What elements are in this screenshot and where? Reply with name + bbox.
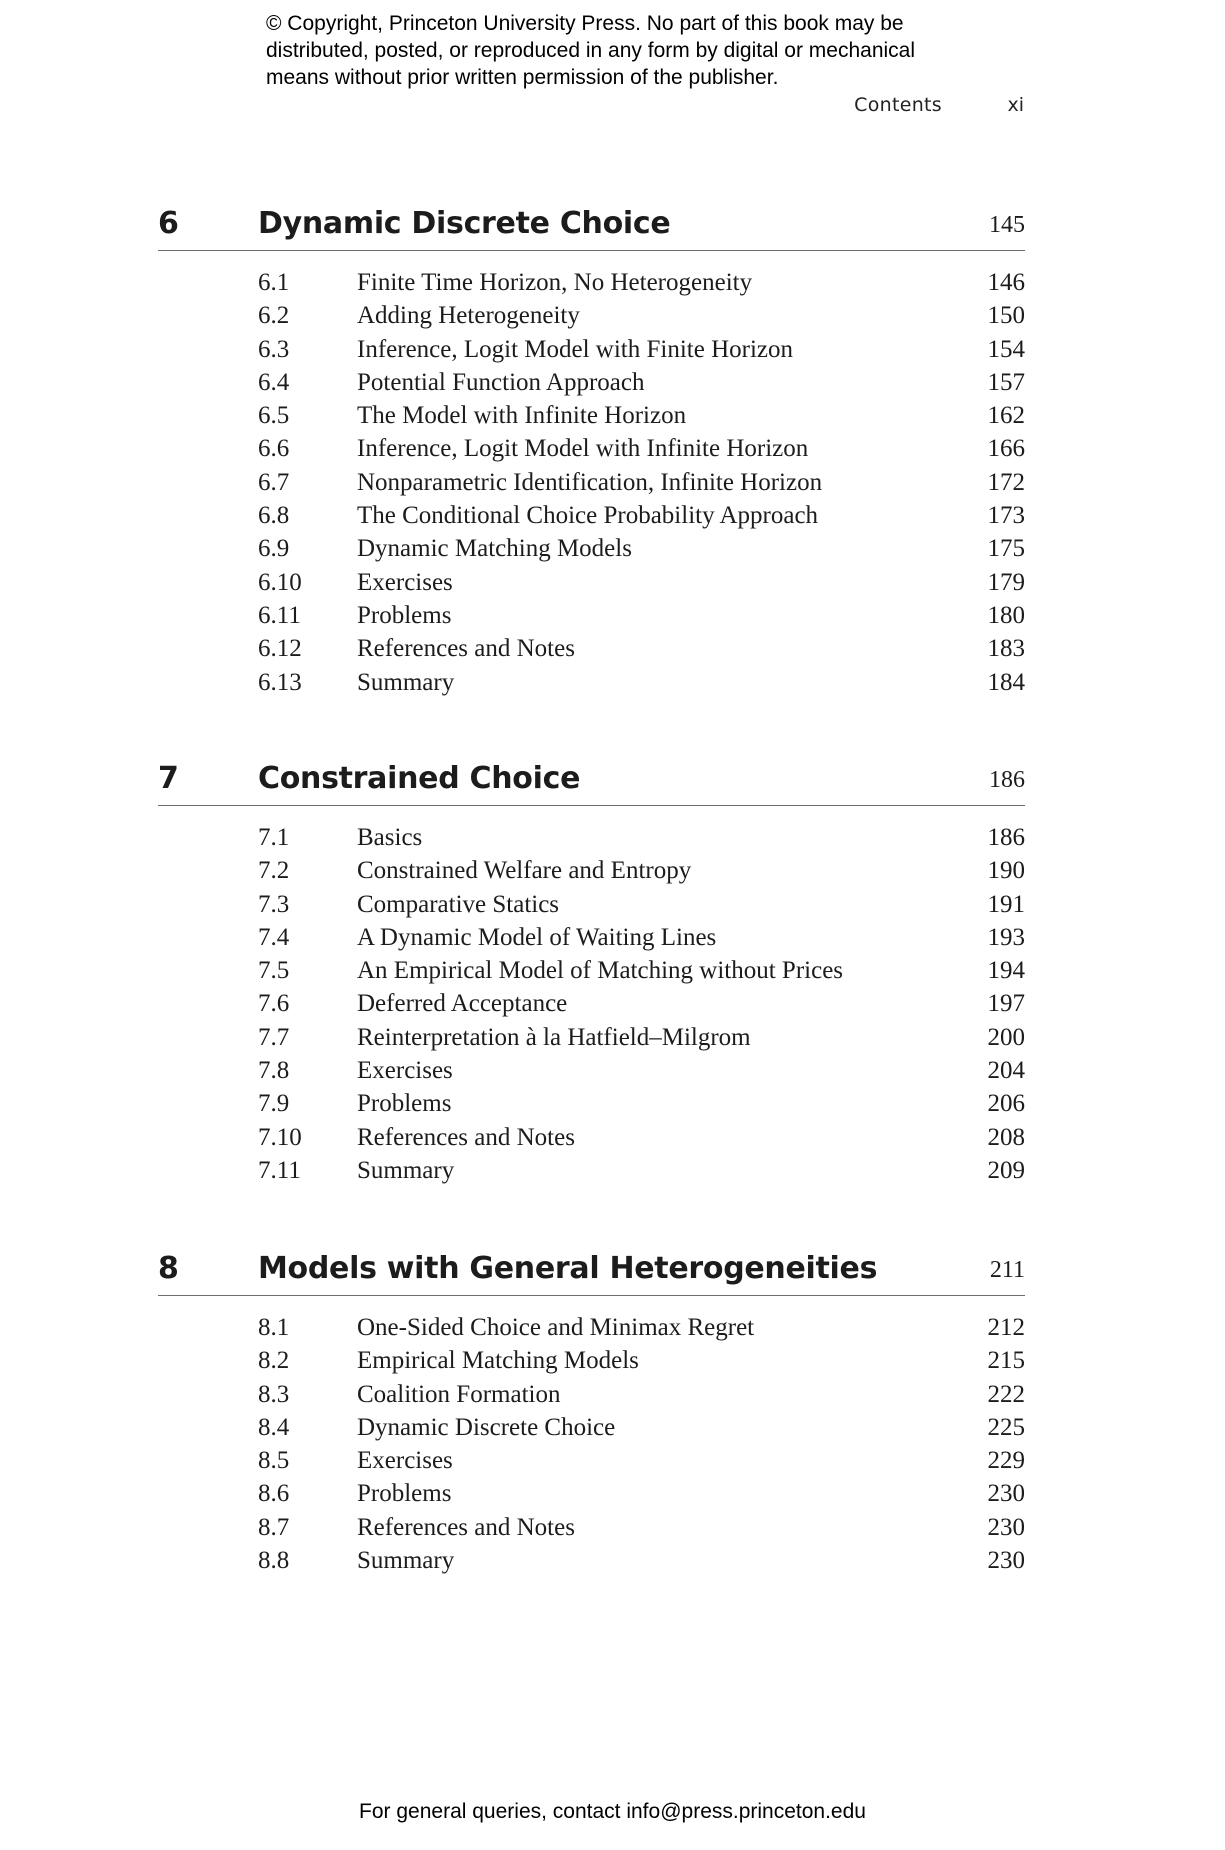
section-title: Adding Heterogeneity	[357, 302, 580, 330]
section-number: 6.11	[258, 601, 301, 629]
toc-entry[interactable]	[158, 990, 1025, 1023]
section-page: 204	[987, 1057, 1025, 1085]
section-number: 8.4	[258, 1413, 290, 1441]
section-page: 190	[987, 857, 1025, 885]
section-page: 194	[987, 957, 1025, 985]
section-title: Comparative Statics	[357, 890, 560, 918]
section-title: Dynamic Discrete Choice	[357, 1413, 616, 1441]
section-page: 146	[987, 269, 1025, 296]
section-number: 8.6	[258, 1480, 290, 1508]
section-list	[158, 1314, 1025, 1580]
toc-entry[interactable]	[158, 1414, 1025, 1447]
section-number: 6.1	[258, 269, 290, 296]
section-title: Nonparametric Identification, Infinite Horizon	[357, 468, 823, 496]
section-title: Inference, Logit Model with Finite Horizon	[357, 335, 793, 363]
toc-entry[interactable]	[158, 1547, 1025, 1580]
toc-entry[interactable]	[158, 1514, 1025, 1547]
section-number: 7.2	[258, 857, 290, 885]
section-title: Reinterpretation à la Hatfield–Milgrom	[357, 1023, 751, 1051]
section-title: Inference, Logit Model with Infinite Horizon	[357, 435, 809, 463]
section-page: 180	[987, 601, 1025, 629]
toc-entry[interactable]	[158, 1447, 1025, 1480]
section-page: 209	[987, 1156, 1025, 1184]
section-page: 154	[987, 335, 1025, 363]
section-page: 166	[987, 435, 1025, 463]
chapter-page: 211	[989, 1257, 1025, 1283]
section-title: The Conditional Choice Probability Approach	[357, 502, 819, 530]
section-page: 186	[987, 824, 1025, 851]
section-page: 175	[987, 535, 1025, 563]
section-page: 173	[987, 502, 1025, 530]
section-page: 197	[987, 990, 1025, 1018]
section-title: The Model with Infinite Horizon	[357, 402, 687, 430]
toc-entry[interactable]	[158, 1024, 1025, 1057]
section-number: 8.8	[258, 1547, 290, 1575]
section-number: 8.3	[258, 1380, 290, 1408]
section-page: 162	[987, 402, 1025, 430]
section-number: 6.12	[258, 635, 302, 663]
section-number: 8.5	[258, 1447, 290, 1475]
toc-entry[interactable]	[158, 369, 1025, 402]
running-head	[0, 94, 1025, 120]
chapter-page: 186	[989, 767, 1025, 793]
section-page: 183	[987, 635, 1025, 663]
section-list	[158, 269, 1025, 702]
chapter-7	[158, 761, 1025, 1190]
section-number: 7.5	[258, 957, 290, 985]
section-number: 8.2	[258, 1347, 290, 1375]
section-number: 6.2	[258, 302, 290, 330]
section-title: Exercises	[357, 1447, 453, 1475]
section-list	[158, 824, 1025, 1190]
chapter-title: Dynamic Discrete Choice	[258, 206, 671, 241]
section-title: Potential Function Approach	[357, 368, 645, 396]
section-page: 184	[987, 668, 1025, 696]
section-page: 225	[987, 1413, 1025, 1441]
section-number: 6.4	[258, 368, 290, 396]
section-title: An Empirical Model of Matching without Prices	[357, 957, 844, 985]
section-title: Summary	[357, 668, 455, 696]
section-page: 200	[987, 1023, 1025, 1051]
section-page: 215	[987, 1347, 1025, 1375]
section-page: 150	[987, 302, 1025, 330]
toc-entry[interactable]	[158, 435, 1025, 468]
section-number: 8.7	[258, 1513, 290, 1541]
section-page: 222	[987, 1380, 1025, 1408]
chapter-number: 6	[158, 206, 179, 241]
section-number: 6.8	[258, 502, 290, 530]
toc-entry[interactable]	[158, 1124, 1025, 1157]
toc-entry[interactable]	[158, 1381, 1025, 1414]
chapter-heading[interactable]	[158, 1251, 1025, 1296]
section-title: Exercises	[357, 568, 453, 596]
section-number: 6.13	[258, 668, 302, 696]
chapter-8	[158, 1251, 1025, 1580]
section-title: Summary	[357, 1547, 455, 1575]
chapter-heading[interactable]	[158, 206, 1025, 251]
running-head-title: Contents	[854, 94, 942, 116]
section-page: 230	[987, 1513, 1025, 1541]
copyright-line: distributed, posted, or reproduced in any form by digital or mechanical	[266, 39, 916, 62]
section-number: 7.10	[258, 1123, 302, 1151]
toc-entry[interactable]	[158, 502, 1025, 535]
running-head-page-number: xi	[1007, 94, 1024, 116]
toc-entry[interactable]	[158, 1480, 1025, 1513]
section-title: Problems	[357, 1480, 452, 1508]
section-page: 229	[987, 1447, 1025, 1475]
section-title: Basics	[357, 824, 423, 851]
toc-entry[interactable]	[158, 336, 1025, 369]
chapter-title: Models with General Heterogeneities	[258, 1251, 878, 1286]
toc-entry[interactable]	[158, 635, 1025, 668]
section-page: 230	[987, 1547, 1025, 1575]
section-number: 8.1	[258, 1314, 290, 1341]
chapter-title: Constrained Choice	[258, 761, 581, 796]
section-number: 6.6	[258, 435, 290, 463]
chapter-number: 8	[158, 1251, 179, 1286]
section-title: Problems	[357, 601, 452, 629]
toc-entry[interactable]	[158, 1314, 1025, 1347]
toc-entry[interactable]	[158, 469, 1025, 502]
section-number: 6.9	[258, 535, 290, 563]
section-number: 6.3	[258, 335, 290, 363]
section-title: References and Notes	[357, 635, 575, 663]
section-page: 191	[987, 890, 1025, 918]
toc-entry[interactable]	[158, 1057, 1025, 1090]
section-page: 206	[987, 1090, 1025, 1118]
section-number: 6.7	[258, 468, 290, 496]
toc-entry[interactable]	[158, 269, 1025, 302]
section-title: Summary	[357, 1156, 455, 1184]
copyright-line: means without prior written permission of the publisher.	[266, 66, 779, 89]
section-number: 7.7	[258, 1023, 290, 1051]
section-number: 7.4	[258, 923, 290, 951]
section-number: 6.10	[258, 568, 302, 596]
toc-entry[interactable]	[158, 669, 1025, 702]
copyright-line: © Copyright, Princeton University Press. No part of this book may be	[266, 12, 904, 35]
section-number: 7.6	[258, 990, 290, 1018]
section-title: Coalition Formation	[357, 1380, 561, 1408]
chapter-heading[interactable]	[158, 761, 1025, 806]
section-page: 157	[987, 368, 1025, 396]
toc-entry[interactable]	[158, 535, 1025, 568]
section-title: A Dynamic Model of Waiting Lines	[357, 923, 717, 951]
toc-entry[interactable]	[158, 1347, 1025, 1380]
section-title: Dynamic Matching Models	[357, 535, 632, 563]
chapter-number: 7	[158, 761, 179, 796]
section-number: 7.9	[258, 1090, 290, 1118]
toc-entry[interactable]	[158, 924, 1025, 957]
toc-entry[interactable]	[158, 824, 1025, 857]
section-page: 208	[987, 1123, 1025, 1151]
toc-entry[interactable]	[158, 602, 1025, 635]
section-number: 7.3	[258, 890, 290, 918]
section-page: 172	[987, 468, 1025, 496]
toc-entry[interactable]	[158, 957, 1025, 990]
section-page: 230	[987, 1480, 1025, 1508]
toc-entry[interactable]	[158, 857, 1025, 890]
section-number: 7.11	[258, 1156, 301, 1184]
toc-entry[interactable]	[158, 569, 1025, 602]
toc-entry[interactable]	[158, 1090, 1025, 1123]
toc-entry[interactable]	[158, 302, 1025, 335]
contact-footer: For general queries, contact info@press.princeton.edu	[359, 1800, 866, 1823]
section-page: 212	[987, 1314, 1025, 1341]
section-page: 179	[987, 568, 1025, 596]
toc-entry[interactable]	[158, 402, 1025, 435]
section-title: Empirical Matching Models	[357, 1347, 639, 1375]
section-title: Constrained Welfare and Entropy	[357, 857, 692, 885]
section-page: 193	[987, 923, 1025, 951]
section-title: Problems	[357, 1090, 452, 1118]
toc-entry[interactable]	[158, 891, 1025, 924]
section-title: One-Sided Choice and Minimax Regret	[357, 1314, 755, 1341]
chapter-6	[158, 206, 1025, 702]
section-title: References and Notes	[357, 1513, 575, 1541]
section-title: References and Notes	[357, 1123, 575, 1151]
toc-entry[interactable]	[158, 1157, 1025, 1190]
section-number: 7.1	[258, 824, 290, 851]
chapter-page: 145	[989, 212, 1025, 238]
section-title: Exercises	[357, 1057, 453, 1085]
section-number: 7.8	[258, 1057, 290, 1085]
section-title: Finite Time Horizon, No Heterogeneity	[357, 269, 753, 296]
section-title: Deferred Acceptance	[357, 990, 568, 1018]
copyright-notice	[266, 10, 1026, 91]
section-number: 6.5	[258, 402, 290, 430]
